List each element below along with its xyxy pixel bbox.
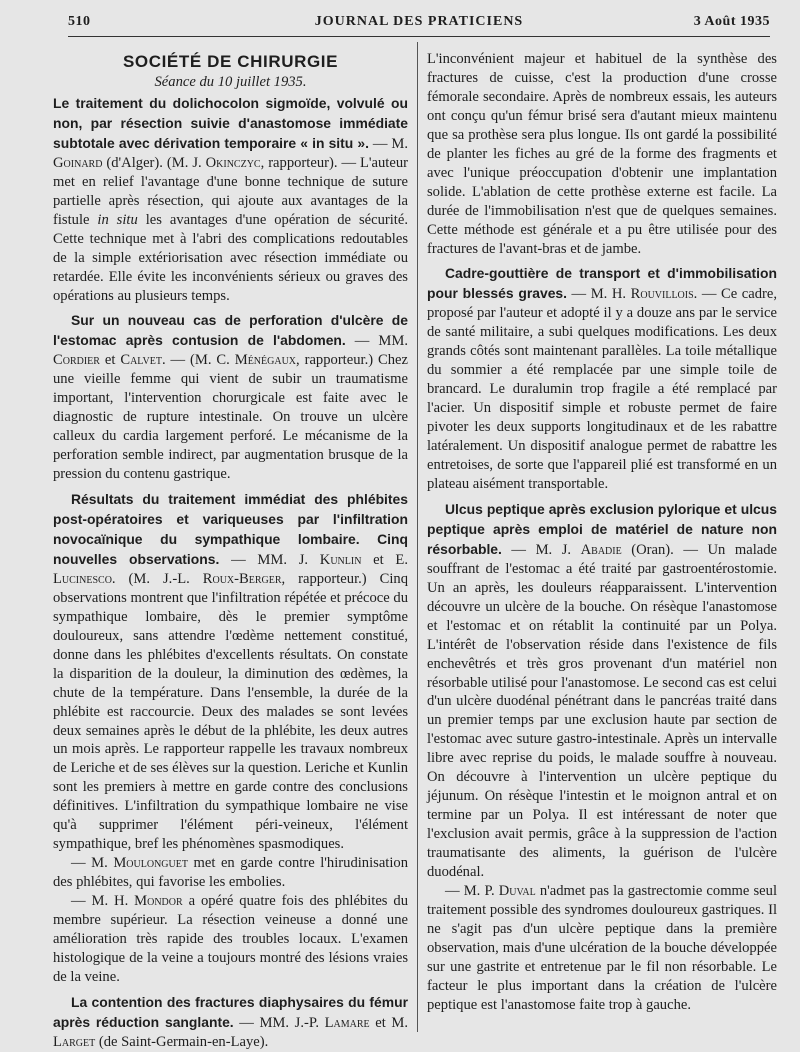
section-title: SOCIÉTÉ DE CHIRURGIE bbox=[122, 52, 339, 71]
article-title: Résultats du traitement immédiat des phlébites post-opératoires et variqueuses par l'infiltration novocaïnique du sympathique lombaire. Cinq nouvelles observations. bbox=[53, 491, 408, 567]
article-ulcus-peptique: Ulcus peptique après exclusion pylorique et ulcus peptique après emploi de matériel de nature non résorbable. — M. J. Abadie (Oran). — Un malade souffrant de l'estomac a été traité par gastroentérostomie. Un an après, les douleurs réapparaissent. L'intervention découvre un ulcère de la bouche. On résèque l'anastomose et l'estomac et on rétablit la continuité par un Polya. L'intérêt de l'observation réside dans l'existence de fils enchevêtrés et très gros provenant d'un matériel non résorbable utilisé pour l'anastomose. Le second cas est celui d'un ulcère duodénal pénétrant dans le pancréas traité dans un premier temps par une exclusion haute par section de l'estomac avec suture gastro-intestinale. Après un intervalle libre avec reprise du poids, le malade souffre à nouveau. On découvre à l'intervention un ulcère peptique du jéjunum. On résèque l'intestin et le moignon antral et on termine par un Polya. Il est intéressant de noter que l'exclusion avait permis, grâce à la suppression de l'action traumatisante des aliments, la guérison de l'ulcère duodénal. bbox=[427, 500, 778, 881]
author-name: Abadie bbox=[580, 541, 622, 558]
page-number: 510 bbox=[68, 14, 91, 29]
article-title: La contention des fractures diaphysaires du fémur après réduction sanglante. bbox=[53, 993, 408, 1030]
author-name: Goinard bbox=[53, 154, 103, 171]
author-name: Larget bbox=[53, 1033, 96, 1050]
article-title: Sur un nouveau cas de perforation d'ulcère de l'estomac après contusion de l'abdomen. bbox=[53, 312, 408, 349]
author-name: Cordier bbox=[53, 352, 100, 369]
comment-mondor: — M. H. Mondor a opéré quatre fois des phlébites du membre supérieur. La résection veineuse a donné une amélioration très rapide des troubles locaux. L'examen histologique de la veine a toujours montré des lésions vraies de la veine. bbox=[53, 893, 408, 985]
session-date: Séance du 10 juillet 1935. bbox=[154, 74, 307, 90]
article-cadre-gouttiere: Cadre-gouttière de transport et d'immobilisation pour blessés graves. — M. H. Rouvillois. — Ce cadre, proposé par l'auteur et adopté il y a douze ans par le service de santé militaire, a subi quelques modifications. Les deux grands côtés sont maintenant parallèles. La toile métallique du sommier a été remplacée par une simple toile de brancard. Le duralumin trop fragile a été remplacé par l'acier. Un dispositif simple et robuste permet de faire pivoter les deux supports longitudinaux et de les rabattre latéralement. Un dispositif analogue permet de rabattre les entretoises, de sorte que l'appareil plié est transformé en un plateau aisément transportable. bbox=[427, 265, 778, 492]
author-name: Mondor bbox=[134, 893, 183, 910]
author-name: Ménégaux bbox=[234, 352, 297, 369]
article-fractures: La contention des fractures diaphysaires du fémur après réduction sanglante. — MM. J.-P. Lamare et M. Larget (de Saint-Germain-en-Laye). bbox=[53, 993, 408, 1050]
author-name: Kunlin bbox=[319, 551, 362, 568]
article-perforation: Sur un nouveau cas de perforation d'ulcère de l'estomac après contusion de l'abdomen. — MM. Cordier et Calvet. — (M. C. Ménégaux, rapporteur.) Chez une vieille femme qui vient de subir un traumatisme important, l'intervention chorurgicale est faite avec le diagnostic de rupture intestinale. On trouve un ulcère calleux du cardia largement perforé. Le mécanisme de la perforation semble indirect, par augmentation brusque de la pression du contenu gastrique. bbox=[53, 312, 408, 483]
article-phlebites: Résultats du traitement immédiat des phlébites post-opératoires et variqueuses par l'infiltration novocaïnique du sympathique lombaire. Cinq nouvelles observations. — MM. J. Kunlin et E. Lucinesco. (M. J.-L. Roux-Berger, rapporteur.) Cinq observations montrent que l'infiltration répétée et précoce du sympathique lombaire, dès le premier symptôme douloureux, sans attendre l'œdème nettement constitué, donne dans les phlébites d'excellents résultats. On constate la disparition de la douleur, la diminution des œdèmes, la chute de la température. Dans l'ensemble, la durée de la phlébite est raccourcie. Deux des malades se sont levées deux semaines après le début de la phlébite, les deux autres un mois après. Le rapporteur rappelle les travaux nombreux de Leriche et de ses élèves sur la question. Leriche et Kunlin sont les premiers à mettre en garde contre des conclusions définitives. L'infiltration du sympathique lombaire ne vise qu'à supprimer l'élément péri-veineux, l'élément sympathique, bref les phénomènes spasmodiques. bbox=[53, 491, 408, 853]
author-name: Rouvillois bbox=[630, 286, 694, 303]
article-title: Ulcus peptique après exclusion pylorique et ulcus peptique après emploi de matériel de nature non résorbable. bbox=[427, 500, 777, 557]
author-name: Moulonguet bbox=[113, 855, 188, 872]
left-column bbox=[53, 50, 408, 1052]
author-name: Duval bbox=[498, 882, 536, 899]
column-divider bbox=[417, 42, 418, 1032]
author-name: Okinczyc bbox=[205, 154, 261, 171]
author-name: Roux-Berger bbox=[202, 570, 282, 587]
author-name: Calvet bbox=[120, 352, 162, 369]
article-fractures-continued: L'inconvénient majeur et habituel de la synthèse des fractures de cuisse, c'est la production d'une crosse fémorale secondaire. Après de nombreux essais, les auteurs ont conçu qu'un fémur brisé sera d'autant mieux maintenu que sa prothèse sera plus longue. Ils ont gardé la possibilité de planter les fiches au gré de la forme des fragments et avec l'unique préoccupation d'obtenir une implantation solide. L'ablation de cette prothèse externe est facile. La durée de l'immobilisation n'est que de quelques semaines. Cette méthode est générale et a pu être utilisée pour des fractures de l'avant-bras et de jambe. bbox=[427, 51, 777, 257]
journal-title: JOURNAL DES PRATICIENS bbox=[314, 14, 524, 29]
header-rule bbox=[68, 36, 770, 37]
article-title: Cadre-gouttière de transport et d'immobilisation pour blessés graves. bbox=[427, 265, 777, 302]
comment-moulonguet: — M. Moulonguet met en garde contre l'hirudinisation des phlébites, qui favorise les embolies. bbox=[53, 855, 409, 891]
article-dolichocolon: Le traitement du dolichocolon sigmoïde, volvulé ou non, par résection suivie d'anastomose immédiate subtotale avec dérivation temporaire « in situ ». — M. Goinard (d'Alger). (M. J. Okinczyc, rapporteur). — L'auteur met en relief l'avantage d'une bonne technique de suture partielle après résection, qui ajoute aux avantages de la fistule in situ les avantages d'une opération de sécurité. Cette technique met à l'abri des complications redoutables de la simple extériorisation avec résection immédiate ou retardée. Elle évite les inconvénients sérieux ou graves des opérations au plusieurs temps. bbox=[53, 95, 408, 304]
author-name: Lucinesco bbox=[53, 570, 112, 587]
author-name: Lamare bbox=[324, 1014, 370, 1031]
right-column bbox=[427, 50, 777, 1015]
running-header bbox=[68, 14, 770, 36]
comment-duval: — M. P. Duval n'admet pas la gastrectomie comme seul traitement possible des syndromes douloureux gastriques. Il ne s'agit pas d'un ulcère peptique dans la première observation, mais d'une ulcération de la bouche développée sur une gastrite et entretenue par le fil non résorbable. Le facteur le plus important dans la création de l'ulcère peptique est l'anastomose faite trop à gauche. bbox=[427, 882, 777, 1013]
issue-date: 3 Août 1935 bbox=[693, 14, 770, 29]
article-title: Le traitement du dolichocolon sigmoïde, volvulé ou non, par résection suivie d'anastomose immédiate subtotale avec dérivation temporaire « in situ ». bbox=[53, 95, 408, 151]
